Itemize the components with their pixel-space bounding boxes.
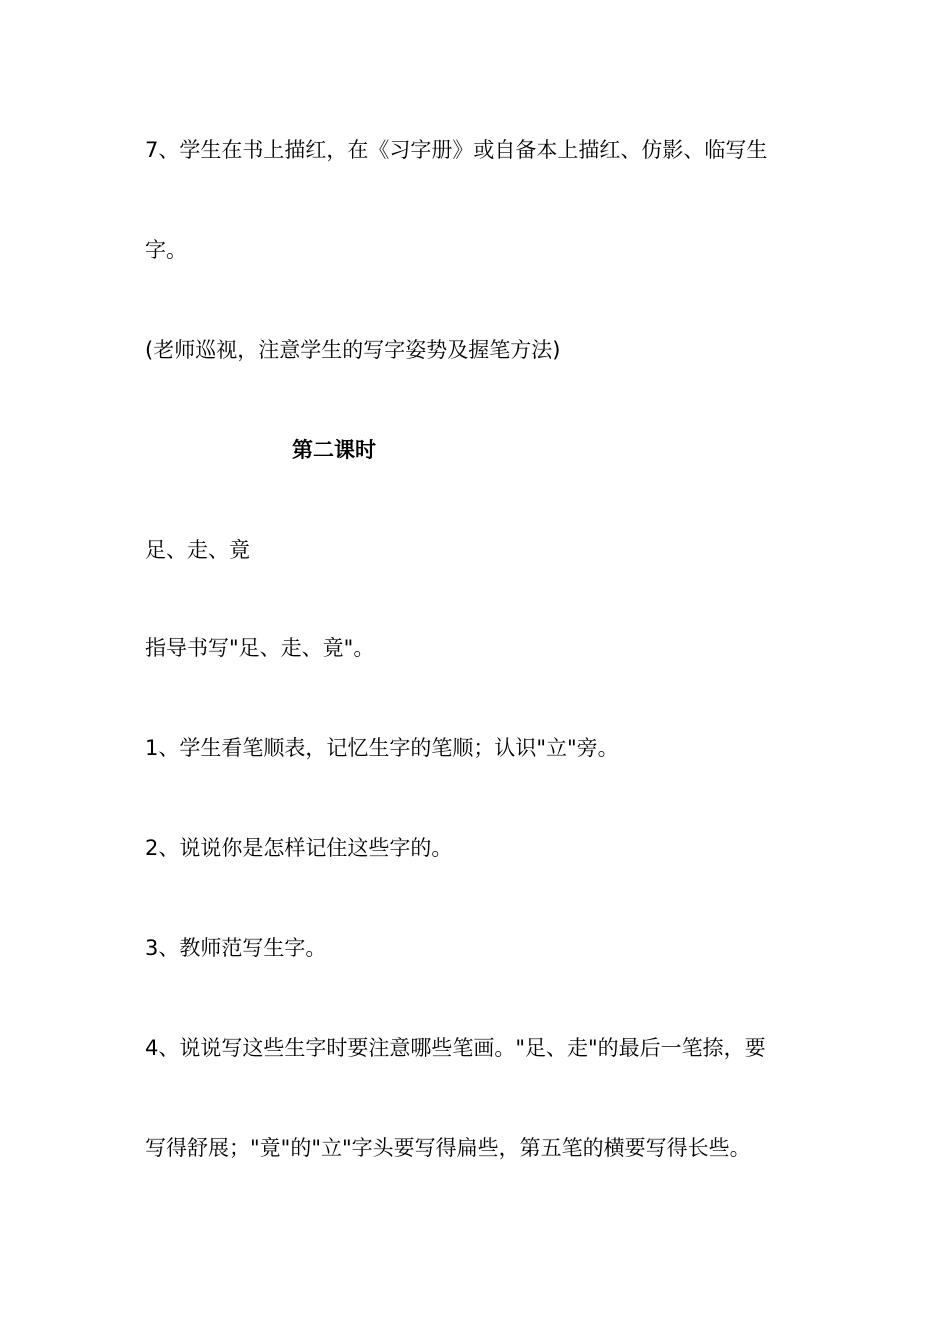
step-2: 2、说说你是怎样记住这些字的。 [145, 836, 453, 860]
section-heading: 第二课时 [292, 438, 376, 462]
step-4-line-2: 写得舒展；"竟"的"立"字头要写得扁些，第五笔的横要写得长些。 [145, 1136, 751, 1160]
writing-guidance: 指导书写"足、走、竟"。 [145, 636, 375, 660]
step-4-line-1: 4、说说写这些生字时要注意哪些笔画。"足、走"的最后一笔捺，要 [145, 1036, 766, 1060]
teacher-note: (老师巡视，注意学生的写字姿势及握笔方法) [145, 338, 561, 362]
step-7-line-2: 字。 [145, 238, 187, 262]
step-3: 3、教师范写生字。 [145, 936, 327, 960]
step-1: 1、学生看笔顺表，记忆生字的笔顺；认识"立"旁。 [145, 736, 619, 760]
characters-list: 足、走、竟 [145, 538, 250, 562]
step-7-line-1: 7、学生在书上描红，在《习字册》或自备本上描红、仿影、临写生 [145, 138, 768, 162]
